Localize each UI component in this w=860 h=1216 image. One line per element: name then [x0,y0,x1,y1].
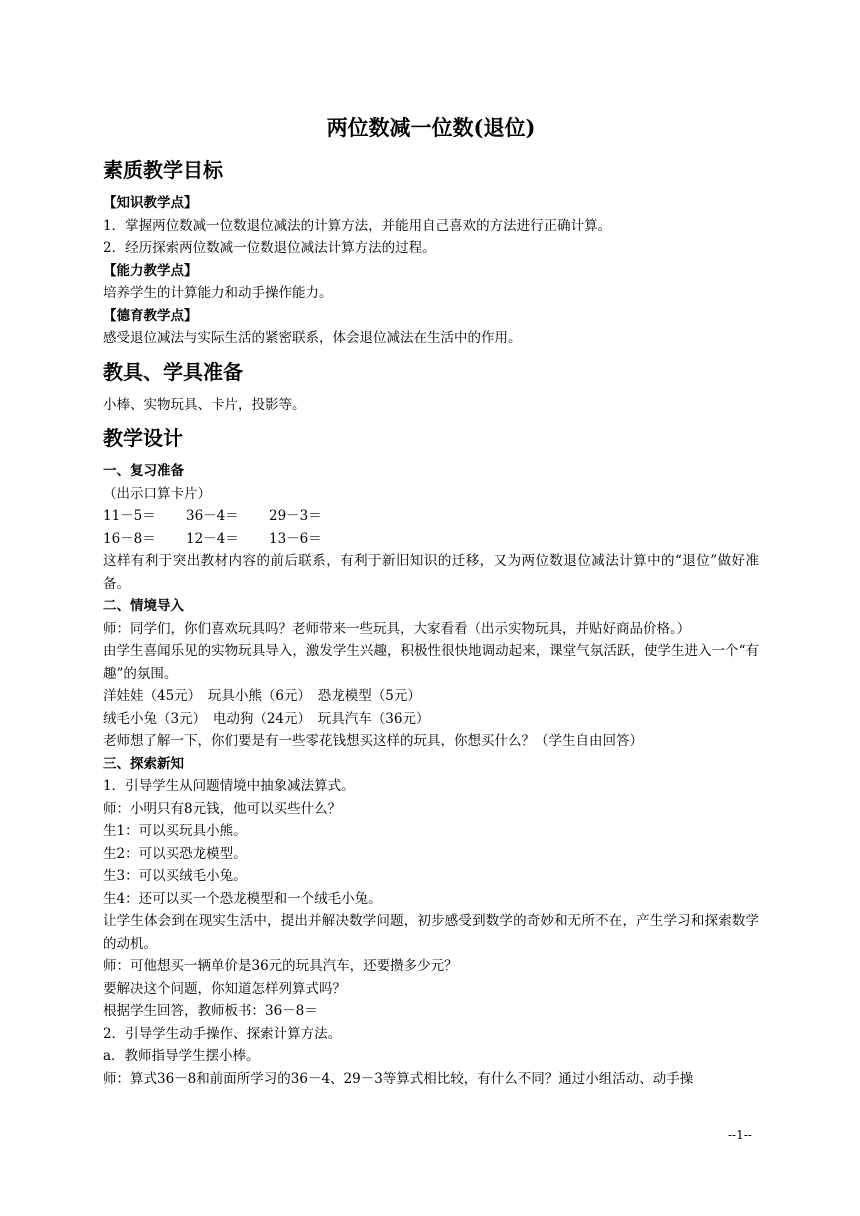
calc-row [103,528,759,551]
paragraph: 1．引导学生从问题情境中抽象减法算式。 [103,778,355,794]
document-title: 两位数减一位数(退位) [326,115,536,140]
subheading-moral: 【德育教学点】 [103,307,198,324]
paragraph: 让学生体会到在现实生活中，提出并解决数学问题，初步感受到数学的奇妙和无所不在，产生学习和探索数学的动机。 [103,913,759,952]
subheading-explore: 三、探索新知 [103,755,184,772]
calc-item: 11－5＝ [103,508,156,524]
paragraph: 培养学生的计算能力和动手操作能力。 [103,285,333,301]
calc-item: 13－6＝ [269,530,322,547]
paragraph: 根据学生回答，教师板书：36－8＝ [103,1003,318,1019]
calc-item: 12－4＝ [186,530,239,547]
paragraph: 1．掌握两位数减一位数退位减法的计算方法，并能用自己喜欢的方法进行正确计算。 [103,217,612,234]
section-heading-design: 教学设计 [103,426,183,450]
paragraph: 师：算式36－8和前面所学习的36－4、29－3等算式相比较，有什么不同？通过小组活动、动手操 [103,1070,694,1087]
paragraph: 师：可他想买一辆单价是36元的玩具汽车，还要攒多少元？ [103,958,458,974]
paragraph: （出示口算卡片） [103,485,211,502]
paragraph: 师：同学们，你们喜欢玩具吗？老师带来一些玩具，大家看看（出示实物玩具，并贴好商品价格。） [103,620,691,637]
calc-item: 36－4＝ [186,508,239,524]
subheading-intro: 二、情境导入 [103,598,184,614]
paragraph: 小棒、实物玩具、卡片，投影等。 [103,396,306,413]
toy-price-row: 绒毛小兔（3元） 电动狗（24元） 玩具汽车（36元） [103,710,430,727]
subheading-ability: 【能力教学点】 [103,262,198,279]
paragraph: 师：小明只有8元钱，他可以买些什么？ [103,800,342,817]
paragraph: 这样有利于突出教材内容的前后联系，有利于新旧知识的迁移，又为两位数退位减法计算中的“退位”做好准备。 [103,553,759,592]
paragraph: 要解决这个问题，你知道怎样列算式吗？ [103,980,346,997]
paragraph: 生4：还可以买一个恐龙模型和一个绒毛小兔。 [103,890,382,907]
calc-item: 16－8＝ [103,530,156,547]
paragraph: 2．引导学生动手操作、探索计算方法。 [103,1025,342,1042]
paragraph: 感受退位减法与实际生活的紧密联系，体会退位减法在生活中的作用。 [103,330,522,346]
page-number: --1-- [728,1128,752,1142]
calc-item: 29－3＝ [269,508,322,524]
paragraph: a．教师指导学生摆小棒。 [103,1048,260,1064]
section-heading-goals: 素质教学目标 [103,158,223,182]
section-heading-materials: 教具、学具准备 [103,359,243,384]
subheading-knowledge: 【知识教学点】 [103,195,198,211]
toy-price-row: 洋娃娃（45元） 玩具小熊（6元） 恐龙模型（5元） [103,688,421,704]
paragraph: 由学生喜闻乐见的实物玩具导入，激发学生兴趣，积极性很快地调动起来，课堂气氛活跃，使学生进入一个“有趣”的氛围。 [103,643,759,682]
paragraph: 生1：可以买玩具小熊。 [103,823,247,839]
paragraph: 生3：可以买绒毛小兔。 [103,868,247,884]
document-page [103,112,759,1090]
paragraph: 生2：可以买恐龙模型。 [103,845,247,862]
paragraph: 老师想了解一下，你们要是有一些零花钱想买这样的玩具，你想买什么？（学生自由回答） [103,733,643,749]
subheading-review: 一、复习准备 [103,463,184,479]
calc-row [103,505,759,528]
paragraph: 2．经历探索两位数减一位数退位减法计算方法的过程。 [103,240,436,256]
